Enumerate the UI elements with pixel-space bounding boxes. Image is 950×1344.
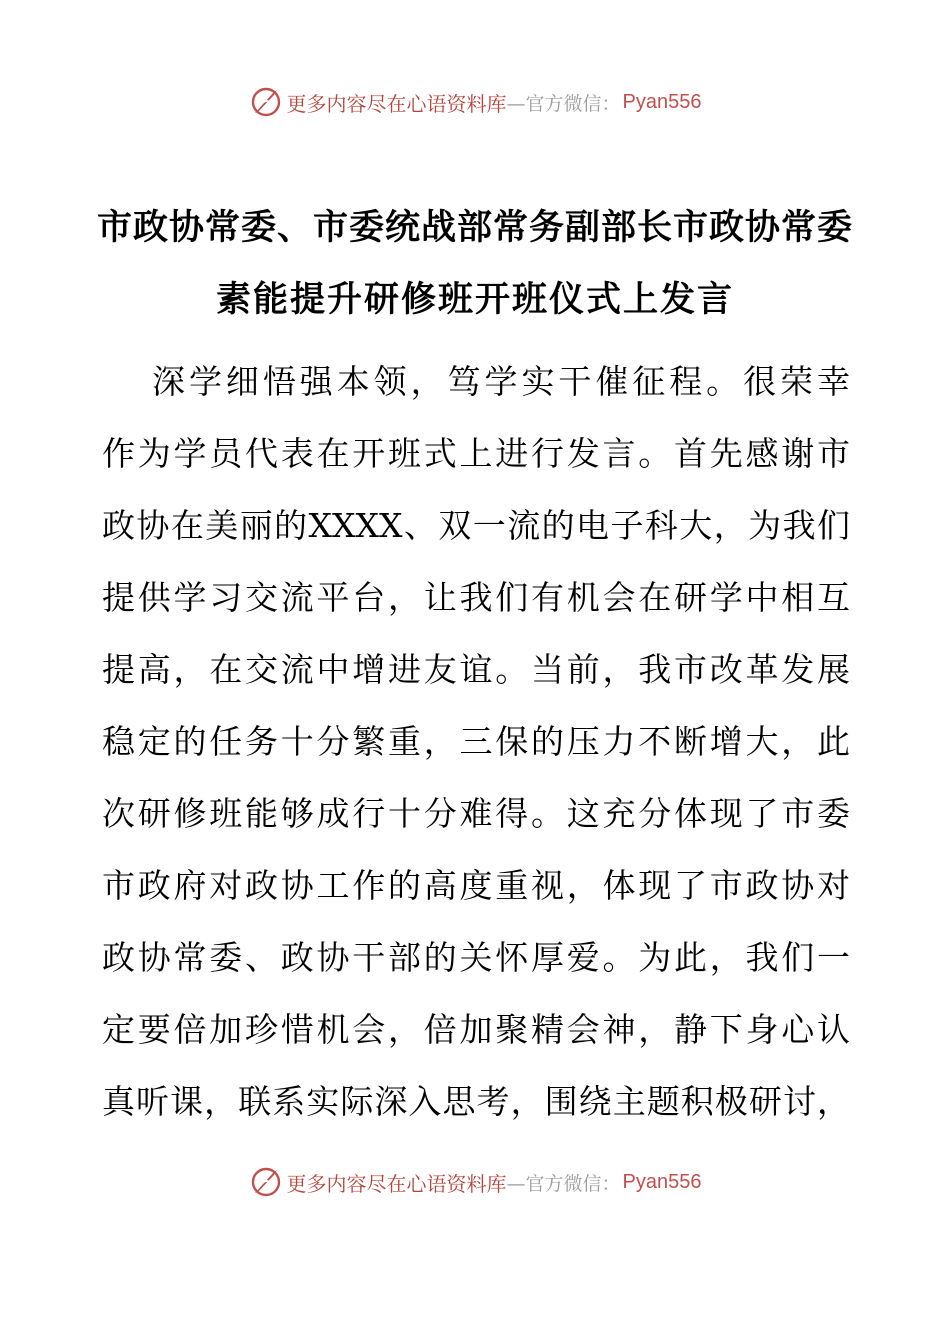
banner-wechat-id: Pyan556 [622, 1170, 702, 1193]
banner-sub-text: —官方微信： [506, 92, 621, 115]
quill-logo-icon [249, 1165, 283, 1199]
banner-main-text: 更多内容尽在心语资料库 [286, 91, 507, 116]
document-title-line-2: 素能提升研修班开班仪式上发言 [215, 280, 734, 320]
footer-banner [0, 1162, 950, 1202]
body-line: 政协在美丽的XXXX、双一流的电子科大，为我们 [102, 506, 850, 545]
banner-main-text: 更多内容尽在心语资料库 [286, 1171, 507, 1196]
body-line: 作为学员代表在开班式上进行发言。首先感谢市 [102, 434, 850, 473]
header-banner [0, 82, 950, 122]
body-line: 提供学习交流平台，让我们有机会在研学中相互 [102, 578, 850, 617]
body-line: 真听课，联系实际深入思考，围绕主题积极研讨， [102, 1082, 850, 1121]
document-title-line-1: 市政协常委、市委统战部常务副部长市政协常委 [96, 208, 853, 248]
quill-logo-icon [249, 85, 283, 119]
body-line: 稳定的任务十分繁重，三保的压力不断增大，此 [102, 722, 850, 761]
body-line: 市政府对政协工作的高度重视，体现了市政协对 [102, 866, 850, 905]
body-line: 次研修班能够成行十分难得。这充分体现了市委 [102, 794, 850, 833]
banner-sub-text: —官方微信： [506, 1172, 621, 1195]
banner-wechat-id: Pyan556 [622, 90, 702, 113]
body-line: 提高，在交流中增进友谊。当前，我市改革发展 [102, 650, 850, 689]
body-line: 政协常委、政协干部的关怀厚爱。为此，我们一 [102, 938, 850, 977]
body-line: 深学细悟强本领，笃学实干催征程。很荣幸 [152, 362, 850, 401]
body-line: 定要倍加珍惜机会，倍加聚精会神，静下身心认 [102, 1010, 850, 1049]
